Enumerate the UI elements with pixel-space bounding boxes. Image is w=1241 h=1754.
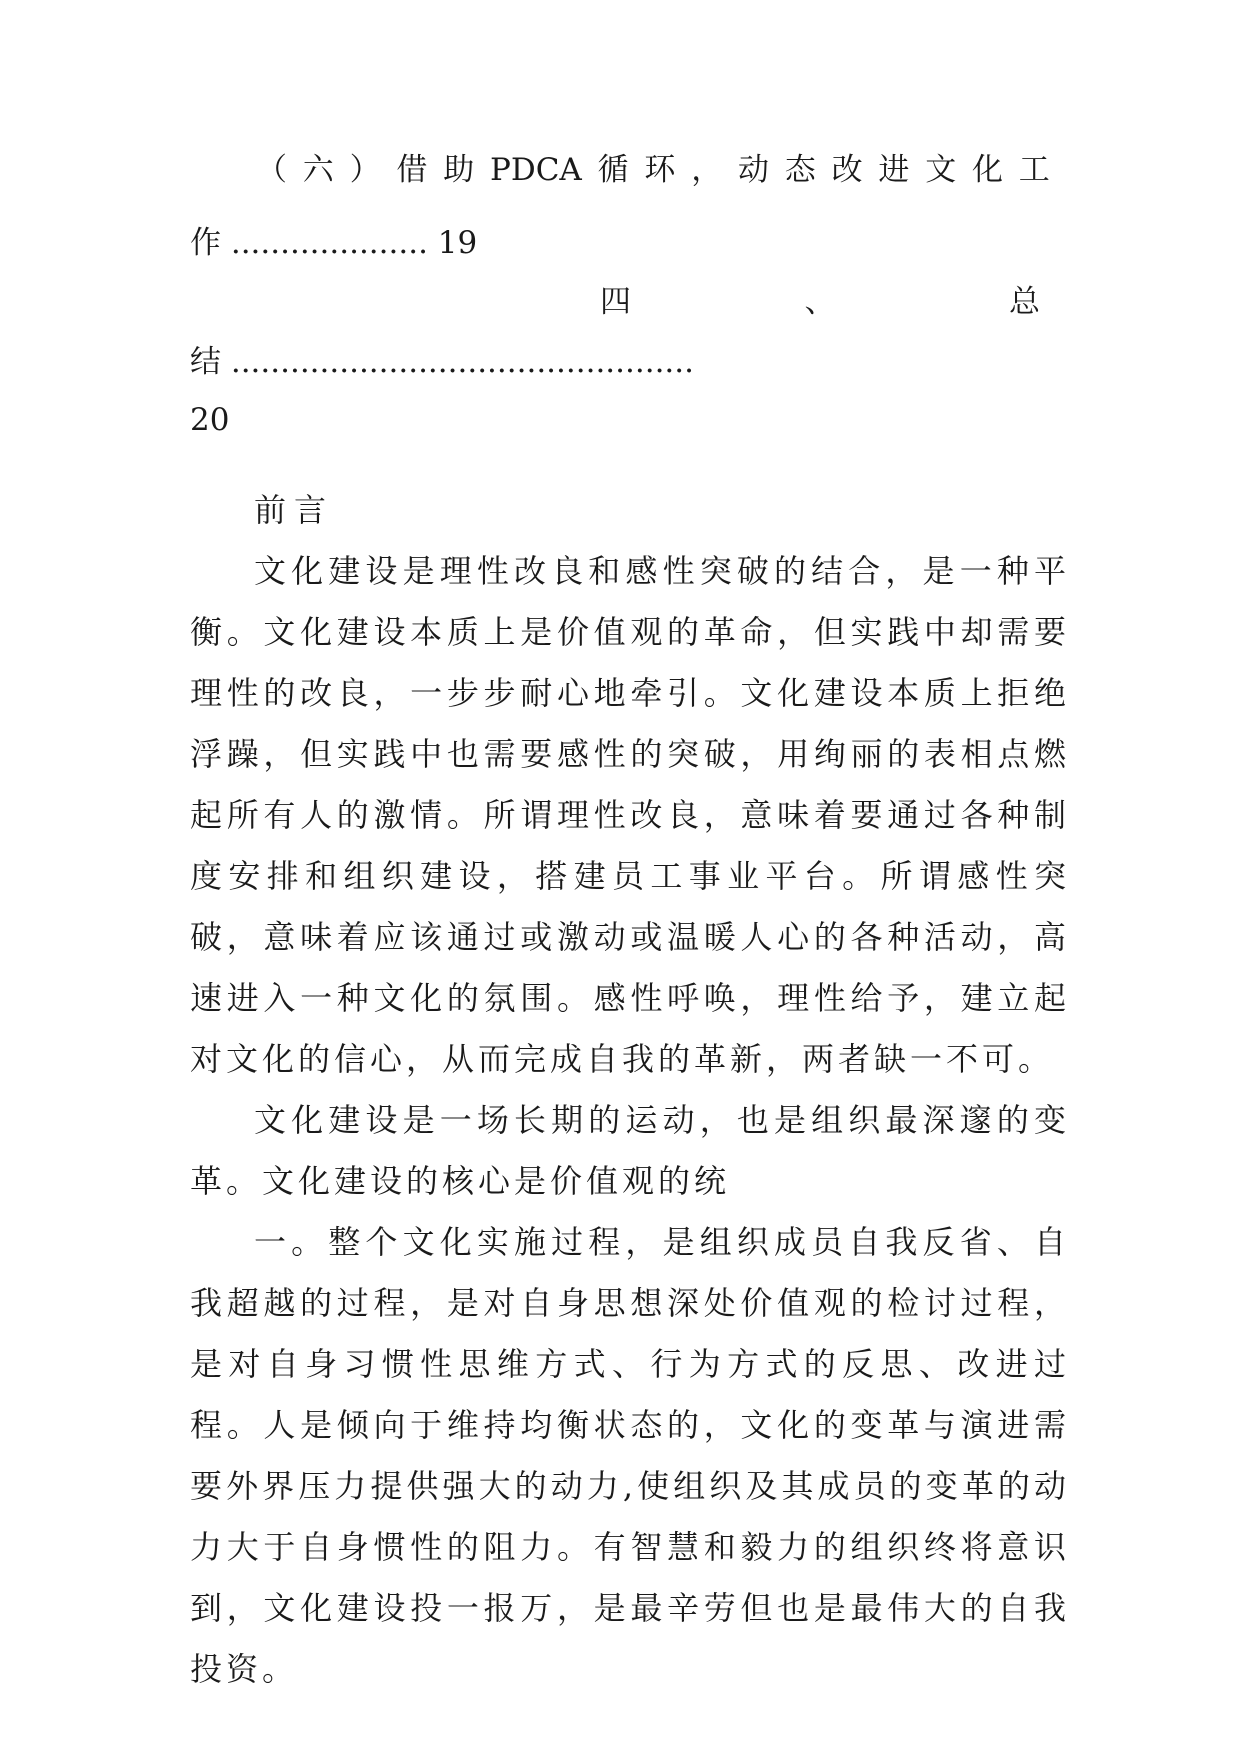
toc-entry-4-page: 20 [190, 402, 230, 438]
preface-paragraph-2: 文化建设是一场长期的运动，也是组织最深邃的变革。文化建设的核心是价值观的统 [190, 1101, 1070, 1200]
toc-char: 总 [1009, 284, 1040, 320]
toc-char: 态 [784, 152, 816, 188]
preface-heading: 前言 [254, 491, 335, 529]
toc-char: 四 [600, 284, 631, 320]
preface-paragraph-1: 文化建设是理性改良和感性突破的结合，是一种平衡。文化建设本质上是价值观的革命，但实践中却需要理性的改良，一步步耐心地牵引。文化建设本质上拒绝浮躁，但实践中也需要感性的突破，用绚丽的表相点燃起所有人的激情。所谓理性改良，意味着要通过各种制度安排和组织建设，搭建员工事业平台。所谓感性突破，意味着应该通过或激动或温暖人心的各种活动，高速进入一种文化的氛围。感性呼唤，理性给予，建立起对文化的信心，从而完成自我的革新，两者缺一不可。 [190, 552, 1070, 1078]
toc-char: 循 [597, 152, 629, 188]
toc-char: 动 [738, 152, 769, 188]
toc-char: 助 [443, 152, 475, 188]
toc-char: 六 [302, 152, 334, 188]
toc-char: PDCA [489, 152, 582, 188]
toc-char: 工 [1018, 152, 1050, 188]
toc-entry-6-title [256, 150, 1050, 190]
toc-char: 进 [878, 152, 910, 188]
toc-char: （ [256, 152, 287, 188]
toc-entry-4-leader: 结 ............................................... [190, 344, 694, 380]
preface-paragraph-3: 一。整个文化实施过程，是组织成员自我反省、自我超越的过程，是对自身思想深处价值观的检讨过程，是对自身习惯性思维方式、行为方式的反思、改进过程。人是倾向于维持均衡状态的，文化的变革与演进需要外界压力提供强大的动力,使组织及其成员的变革的动力大于自身惯性的阻力。有智慧和毅力的组织终将意识到，文化建设投一报万，是最辛劳但也是最伟大的自我投资。 [190, 1223, 1070, 1688]
toc-char: 环 [644, 152, 676, 188]
toc-char: 改 [831, 152, 863, 188]
toc-char: 借 [396, 152, 428, 188]
toc-char: ， [691, 152, 723, 188]
toc-char: ） [349, 152, 381, 188]
toc-char: 文 [925, 152, 957, 188]
toc-char: 化 [971, 152, 1003, 188]
toc-char: 、 [804, 284, 836, 320]
preface-section [190, 480, 1070, 1700]
toc-entry-4-title [600, 282, 1040, 322]
toc-entry-6-leader: 作 .................... 19 [190, 225, 478, 261]
